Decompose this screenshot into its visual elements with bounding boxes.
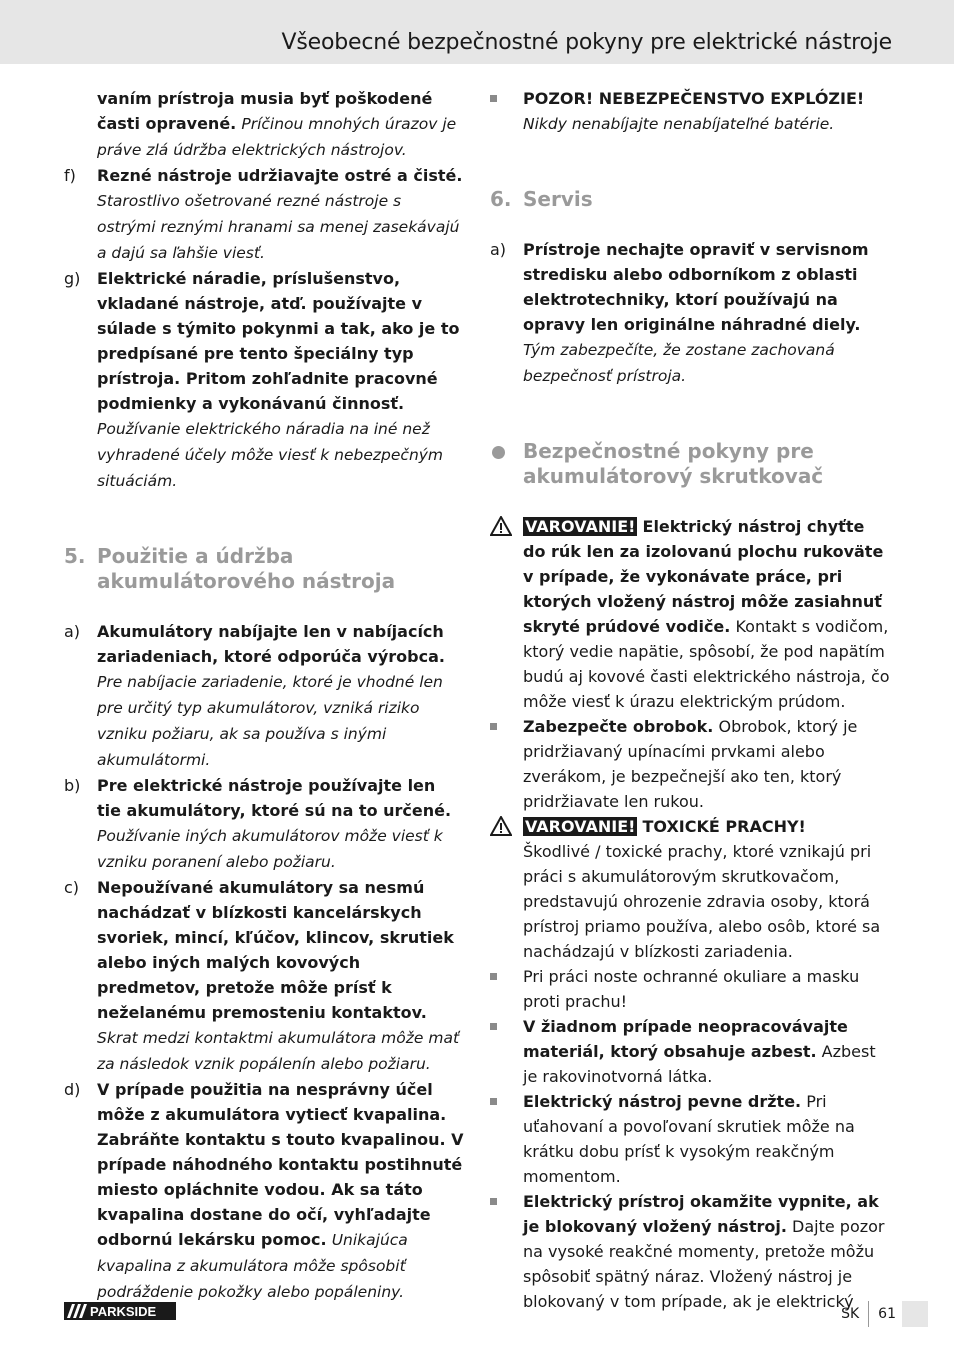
- list-item: a) Prístroje nechajte opraviť v servisnom stredisku alebo odborníkom z oblasti elektrotechniky, ktorí používajú na opravy len originálne náhradné diely. Tým zabezpečíte, že zostane zachovaná bezpečnosť prístroja.: [490, 240, 869, 385]
- section-heading: 6. Servis: [490, 187, 593, 211]
- bullet-icon: [490, 1098, 497, 1105]
- warning-triangle-icon: [490, 816, 512, 836]
- page-header: [0, 0, 954, 64]
- bullet-icon: [490, 723, 497, 730]
- right-column: [490, 86, 890, 1314]
- bullet-dot-icon: [492, 446, 505, 459]
- list-item: a) Akumulátory nabíjajte len v nabíjacích zariadeniach, ktoré odporúča výrobca. Pre nabíjacie zariadenie, ktoré je vhodné len pre určitý typ akumulátorov, vzniká riziko vzniku požiaru, ak sa používa s inými akumulátormi.: [64, 622, 445, 769]
- list-item: f) Rezné nástroje udržiavajte ostré a čisté. Starostlivo ošetrované rezné nástroje s ostrými reznými hranami sa menej zasekávajú a dajú sa ľahšie viesť.: [64, 166, 463, 262]
- list-item: d) V prípade použitia na nesprávny účel môže z akumulátora vytiecť kvapalina. Zabráňte kontaktu s touto kvapalinou. V prípade náhodného kontaktu postihnuté miesto opláchnite vodou. Ak sa táto kvapalina dostane do očí, vyhľadajte odbornú lekársku pomoc. Unikajúca kvapalina z akumulátora môže spôsobiť podráždenie pokožky alebo popáleniny.: [64, 1080, 464, 1301]
- list-item: V žiadnom prípade neopracovávajte materiál, ktorý obsahuje azbest. Azbest je rakovinotvorná látka.: [490, 1014, 890, 1089]
- section-heading: Bezpečnostné pokyny pre akumulátorový skrutkovač: [490, 439, 890, 489]
- bullet-icon: [490, 1198, 497, 1205]
- list-item: POZOR! NEBEZPEČENSTVO EXPLÓZIE! Nikdy nenabíjajte nenabíjateľné batérie.: [490, 86, 890, 137]
- list-item: c) Nepoužívané akumulátory sa nesmú nachádzať v blízkosti kancelárskych svoriek, mincí, kľúčov, klincov, skrutiek alebo iných malých kovových predmetov, pretože môže prísť k neželanému premosteniu kontaktov. Skrat medzi kontaktmi akumulátora môže mať za následok vznik popálenín alebo požiaru.: [64, 878, 460, 1073]
- bullet-icon: [490, 973, 497, 980]
- list-item: Pri práci noste ochranné okuliare a masku proti prachu!: [490, 964, 890, 1014]
- bullet-icon: [490, 1023, 497, 1030]
- list-item: Elektrický prístroj okamžite vypnite, ak je blokovaný vložený nástroj. Dajte pozor na vysoké reakčné momenty, pretože môžu spôsobiť spätný náraz. Vložený nástroj je blokovaný v tom prípade, ak je elektrický: [490, 1189, 890, 1314]
- page-footer: [841, 1301, 928, 1327]
- parkside-logo: [64, 1302, 176, 1320]
- brand-name: PARKSIDE: [90, 1304, 157, 1319]
- warning-block: VAROVANIE! Elektrický nástroj chyťte do rúk len za izolovanú plochu rukoväte v prípade, že vykonávate práce, pri ktorých vložený nástroj môže zasiahnuť skryté prúdové vodiče. Kontakt s vodičom, ktorý vedie napätie, spôsobí, že pod napätím budú aj kovové časti elektrického nástroja, čo môže viesť k úrazu elektrickým prúdom.: [490, 514, 890, 714]
- left-column: [64, 86, 464, 1305]
- list-item: b) Pre elektrické nástroje používajte len tie akumulátory, ktoré sú na to určené. Používanie iných akumulátorov môže viesť k vzniku poranení alebo požiaru.: [64, 776, 452, 871]
- bullet-icon: [490, 95, 497, 102]
- divider: [868, 1301, 869, 1327]
- page-title: Všeobecné bezpečnostné pokyny pre elektrické nástroje: [281, 30, 892, 55]
- warning-label: VAROVANIE!: [525, 817, 636, 836]
- section-heading: 5. Použitie a údržba akumulátorového nástroja: [64, 544, 396, 593]
- list-item: Zabezpečte obrobok. Obrobok, ktorý je pridržiavaný upínacími prvkami alebo zverákom, je bezpečnejší ako ten, ktorý pridržiavate len rukou.: [490, 714, 890, 814]
- warning-block: VAROVANIE! TOXICKÉ PRACHY! Škodlivé / toxické prachy, ktoré vznikajú pri práci s akumulátorovým skrutkovačom, predstavujú ohrozenie zdravia osoby, ktorá prístroj priamo používa, alebo osôb, ktoré sa nachádzajú v blízkosti zariadenia.: [490, 814, 890, 964]
- warning-triangle-icon: [490, 516, 512, 536]
- language-code: SK: [841, 1306, 860, 1322]
- page-number: 61: [878, 1306, 896, 1322]
- list-item: g) Elektrické náradie, príslušenstvo, vkladané nástroje, atď. používajte v súlade s týmito pokynmi a tak, ako je to predpísané pre tento špeciálny typ prístroja. Pritom zohľadnite pracovné podmienky a vykonávanú činnosť. Používanie elektrického náradia na iné než vyhradené účely môže viesť k nebezpečným situáciám.: [64, 269, 460, 490]
- warning-label: VAROVANIE!: [525, 517, 636, 536]
- list-item: Elektrický nástroj pevne držte. Pri uťahovaní a povoľovaní skrutiek môže na krátku dobu prísť k vysokým reakčným momentom.: [490, 1089, 890, 1189]
- page-tab: [902, 1301, 928, 1327]
- list-item: vaním prístroja musia byť poškodené časti opravené. Príčinou mnohých úrazov je práve zlá údržba elektrických nástrojov.: [97, 89, 457, 159]
